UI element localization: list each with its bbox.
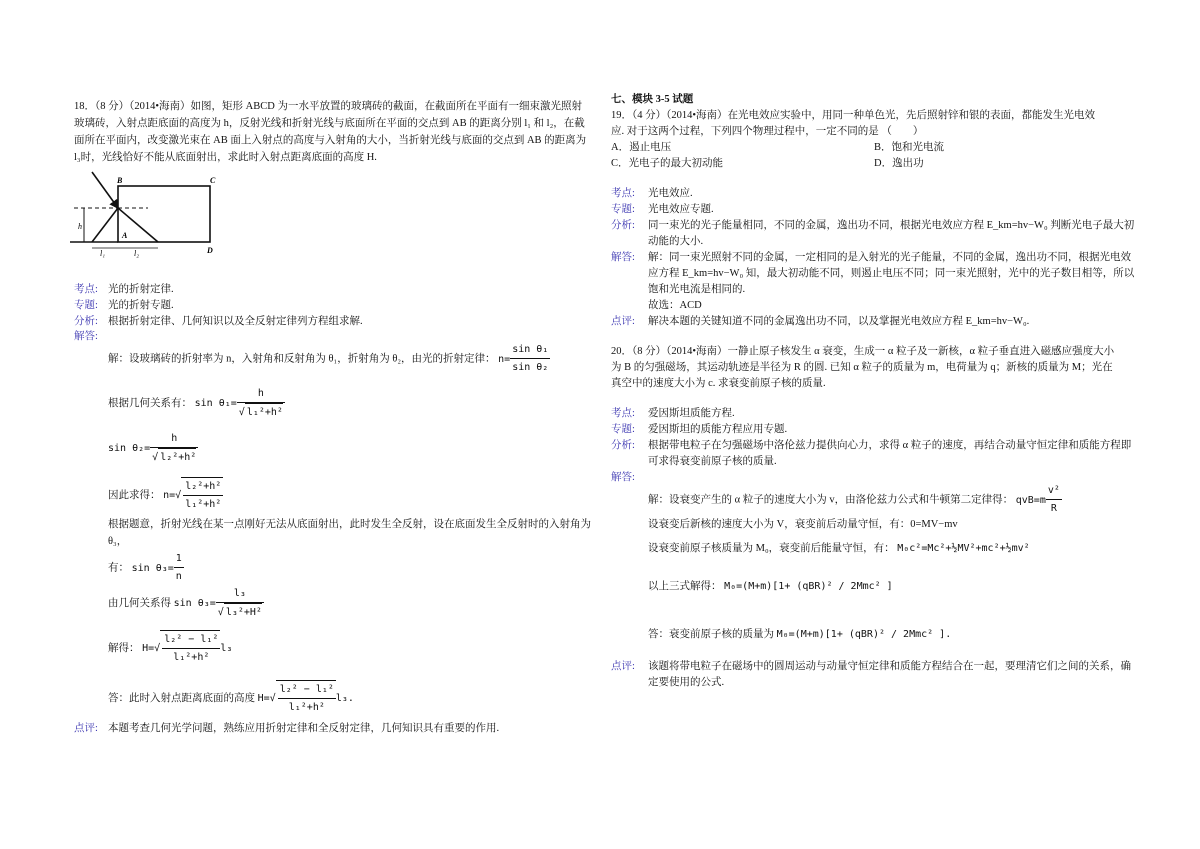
option-c: C．光电子的最大初动能 [611, 158, 724, 169]
fenxi-line-1: 同一束光的光子能量相同，不同的金属，逸出功不同，根据光电效应方程 E_km=hv−W₀ 判断光电子最大初 [648, 220, 1135, 231]
reflected-ray [92, 208, 118, 242]
glass-brick-diagram [70, 168, 230, 258]
zhuanti-label: 专题: [611, 204, 635, 215]
q18-line-1: 18．（8 分）（2014•海南）如图，矩形 ABCD 为一水平放置的玻璃砖的截面，在截面所在平面有一细束激光照射 [74, 101, 582, 112]
label-h: h [78, 222, 82, 231]
jieda-label: 解答: [74, 331, 98, 342]
solution-step-4: 因此求得： n=√ $\frac{\text{l₂²+h²}}{\text{l₁²+h²}}$ [108, 477, 223, 513]
fenxi2-line-1: 根据带电粒子在匀强磁场中洛伦兹力提供向心力，求得 α 粒子的速度，再结合动量守恒定律和质能方程即 [648, 440, 1132, 451]
fenxi-text: 根据折射定律、几何知识以及全反射定律列方程组求解. [108, 316, 363, 327]
jieda-line-3: 饱和光电流是相同的. [648, 284, 746, 295]
dianping-label: 点评: [74, 723, 98, 734]
option-a: A．遏止电压 [611, 142, 672, 153]
kaodian2-label: 考点: [611, 408, 635, 419]
zhuanti-text: 光的折射专题. [108, 300, 174, 311]
dianping2-line-1: 该题将带电粒子在磁场中的圆周运动与动量守恒定律和质能方程结合在一起，要理清它们之间的关系，确 [648, 661, 1131, 672]
dianping-text: 本题考查几何光学问题，熟练应用折射定律和全反射定律，几何知识具有重要的作用. [108, 723, 500, 734]
q20-line-1: 20．（8 分）（2014•海南）一静止原子核发生 α 衰变，生成一 α 粒子及一新核，α 粒子垂直进入磁感应强度大小 [611, 346, 1115, 357]
solution-step-5a: 根据题意，折射光线在某一点刚好无法从底面射出，此时发生全反射，设在底面发生全反射时的入射角为 [108, 519, 591, 530]
option-d: D．逸出功 [874, 158, 924, 169]
zhuanti-label: 专题: [74, 300, 98, 311]
jieda-line-1: 解：同一束光照射不同的金属，一定相同的是入射光的光子能量，不同的金属，逸出功不同，根据光电效 [648, 252, 1131, 263]
label-l1: l₁ [100, 249, 106, 258]
zhuanti-text: 光电效应专题. [648, 204, 714, 215]
kaodian2-text: 爱因斯坦质能方程. [648, 408, 735, 419]
dianping-label: 点评: [611, 316, 635, 327]
q19-line-1: 19．（4 分）（2014•海南）在光电效应实验中，用同一种单色光，先后照射锌和银的表面，都能发生光电效 [611, 110, 1096, 121]
dianping-text: 解决本题的关键知道不同的金属逸出功不同，以及掌握光电效应方程 E_km=hv−W₀. [648, 316, 1030, 327]
jieda2-label: 解答: [611, 472, 635, 483]
solution-step-6: 有： sin θ₃= $\frac{1}{n}$ [108, 550, 184, 585]
solution-answer: 答：此时入射点距离底面的高度 H=√ $\frac{\text{l₂² − l₁²}}{\text{l₁²+h²}}$ l₃. [108, 680, 354, 716]
q19-line-2: 应. 对于这两个过程，下列四个物理过程中，一定不同的是 （ ） [611, 126, 924, 137]
kaodian-label: 考点: [74, 284, 98, 295]
solution-step-1: 解：设玻璃砖的折射率为 n，入射角和反射角为 θ₁，折射角为 θ₂，由光的折射定律： n= $\frac{\text{sin θ₁}}{\text{sin θ₂}}$ [108, 341, 550, 376]
incident-ray [92, 172, 118, 208]
solution-step-3: sin θ₂= $\frac{h}{\text{√ l₂²+h²}}$ [108, 430, 198, 466]
jieda-line-4: 故选：ACD [648, 300, 702, 311]
option-b: B．饱和光电流 [874, 142, 945, 153]
label-A: A [122, 231, 128, 240]
fenxi2-line-2: 可求得衰变前原子核的质量. [648, 456, 777, 467]
zhuanti2-label: 专题: [611, 424, 635, 435]
solution2-step-3: 设衰变前原子核质量为 M₀，衰变前后能量守恒，有： M₀c²=Mc²+½MV²+mc²+½mv² [648, 543, 1030, 554]
q20-line-2: 为 B 的匀强磁场，其运动轨迹是半径为 R 的圆. 已知 α 粒子的质量为 m，电荷量为 q；新核的质量为 M；光在 [611, 362, 1113, 373]
label-l2: l₂ [134, 249, 140, 258]
q18-line-4: l₃时，光线恰好不能从底面射出，求此时入射点距离底面的高度 H. [74, 152, 377, 163]
solution-step-2: 根据几何关系有： sin θ₁= $\frac{h}{\text{√ l₁²+h²}}$ [108, 385, 285, 421]
solution2-answer: 答：衰变前原子核的质量为 M₀=(M+m)[1+ (qBR)² / 2Mmc² ]. [648, 629, 952, 640]
fenxi-line-2: 动能的大小. [648, 236, 704, 247]
q18-line-3: 面所在平面内，改变激光束在 AB 面上入射点的高度与入射角的大小，当折射光线与底面的交点到 AB 的距离为 [74, 135, 587, 146]
fenxi-label: 分析: [74, 316, 98, 327]
q18-line-2: 玻璃砖，入射点距底面的高度为 h，反射光线和折射光线与底面所在平面的交点到 AB 的距离分别 l₁ 和 l₂，在截 [74, 118, 585, 129]
jieda-label: 解答: [611, 252, 635, 263]
dianping2-label: 点评: [611, 661, 635, 672]
kaodian-text: 光电效应. [648, 188, 693, 199]
dianping2-line-2: 定要使用的公式. [648, 677, 725, 688]
fenxi-label: 分析: [611, 220, 635, 231]
zhuanti2-text: 爱因斯坦的质能方程应用专题. [648, 424, 788, 435]
label-B: B [117, 176, 123, 185]
jieda-line-2: 应方程 E_km=hv−W₀ 知，最大初动能不同，则遏止电压不同；同一束光照射，光中的光子数目相等，所以 [648, 268, 1135, 279]
solution-step-8: 解得： H=√ $\frac{\text{l₂² − l₁²}}{\text{l₁²+h²}}$ l₃ [108, 630, 232, 666]
solution-step-5b: θ₃， [108, 536, 128, 547]
label-D: D [207, 246, 213, 255]
solution2-step-4: 以上三式解得： M₀=(M+m)[1+ (qBR)² / 2Mmc² ] [648, 581, 893, 592]
kaodian-label: 考点: [611, 188, 635, 199]
fenxi2-label: 分析: [611, 440, 635, 451]
glass-rectangle [118, 186, 210, 242]
kaodian-text: 光的折射定律. [108, 284, 174, 295]
section-heading: 七、模块 3-5 试题 [611, 94, 694, 105]
solution2-step-1: 解：设衰变产生的 α 粒子的速度大小为 v，由洛伦兹力公式和牛顿第二定律得： qvB=m $\frac{\text{v²}}{R}$ [648, 482, 1062, 517]
q20-line-3: 真空中的速度大小为 c. 求衰变前原子核的质量. [611, 378, 826, 389]
label-C: C [210, 176, 216, 185]
solution2-step-2: 设衰变后新核的速度大小为 V，衰变前后动量守恒，有：0=MV−mv [648, 519, 958, 530]
solution-step-7: 由几何关系得 sin θ₃= $\frac{\text{l₃}}{\text{√ l₃²+H²}}$ [108, 585, 264, 621]
